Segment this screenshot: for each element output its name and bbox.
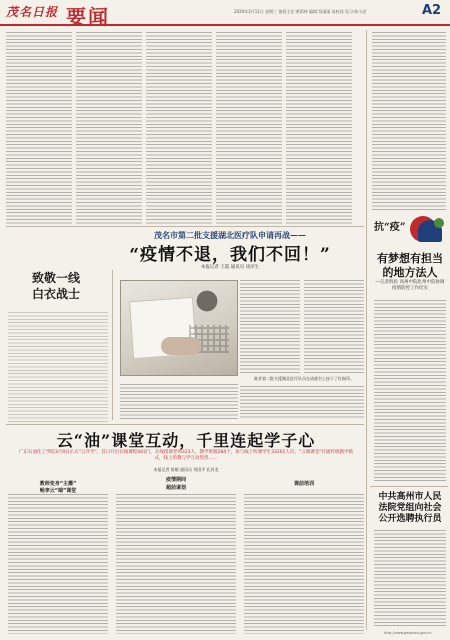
article-column-3: [146, 32, 212, 224]
sidebar-title: [20, 270, 92, 302]
footer-url[interactable]: http://www.gaozhou.gov.cn: [384, 631, 432, 635]
issue-info: 2020年3月11日 星期三 值班主任:黄荫林 编辑:蔡丽丽 再校读 见习:陈小虎: [234, 9, 367, 14]
band-column-1: [8, 494, 108, 634]
masthead-logo: 茂名日报: [6, 5, 59, 19]
anti-epidemic-stamp: [374, 216, 446, 246]
article-column-1: [6, 32, 72, 224]
photo-person: [183, 285, 231, 325]
right-headline-line-2: 的地方法人: [382, 266, 438, 279]
photo-hand: [161, 337, 201, 355]
sidebar-body: [8, 312, 108, 422]
sidebar-divider: [112, 270, 113, 420]
news-photo: [120, 280, 238, 376]
court-headline-line-1: 中共高州市人民: [378, 492, 442, 502]
story-byline: 本报记者 王霞 通讯员 徐泽生: [200, 265, 260, 270]
right-feature-kicker: —记者海鱼 高州中院化州中院协调疫情防控工作纪实: [375, 280, 445, 291]
band-deck: 广东石油化工学院3月9日正式“云开学”，首日开出在线课程443门，在线授课老师323人，教学班级284个，参与线上听课学生33201人次；“云端课堂”打破传统教学模式，线上的教与学互动热烈……: [18, 450, 354, 461]
article-column-2: [76, 32, 142, 224]
story-body-right-1: [240, 280, 300, 374]
photo-caption: 陈芳第二批支援湖北医疗队员在请战书上按下了红指印。: [254, 376, 354, 381]
story-body-right-2: [304, 280, 364, 374]
band-column-3: [244, 494, 364, 634]
court-headline: [374, 492, 446, 525]
section-title: 要闻: [66, 5, 110, 29]
page-number: A2: [422, 3, 442, 18]
band-subhead-right: 课前培训: [293, 481, 314, 487]
story-kicker: 茂名市第二批支援湖北医疗队申请再战——: [154, 230, 306, 240]
section-divider: [6, 226, 364, 227]
story-headline: “疫情不退，我们不回！”: [129, 245, 331, 265]
band-divider: [6, 424, 364, 425]
court-headline-line-3: 公开选聘执行员: [378, 514, 442, 524]
band-headline: 云“油”课堂互动，千里连起学子心: [56, 431, 316, 450]
stamp-label: 抗“疫”: [374, 222, 406, 233]
right-divider: [370, 486, 448, 487]
story-body-lower-right: [240, 386, 364, 420]
leaf-icon: [434, 218, 444, 228]
right-feature-headline: [374, 252, 446, 280]
band-byline: 本报记者 陈敏 通讯员 刘国平 孔祥龙: [153, 467, 219, 472]
band-subhead-middle-2: 超前谋划: [165, 485, 186, 491]
band-subhead-middle: 疫情期间: [165, 477, 186, 483]
court-body: [374, 530, 446, 628]
page-header: [0, 0, 450, 29]
column-divider: [366, 30, 367, 630]
band-subhead-left: 教师变身“主播” 畅享云“端”课堂: [39, 481, 77, 494]
court-headline-line-2: 法院党组向社会: [378, 503, 442, 513]
article-column-6: [372, 32, 446, 212]
right-headline-line-1: 有梦想有担当: [377, 252, 443, 265]
story-body-lower: [120, 384, 238, 420]
sidebar-title-line-2: 白衣战士: [31, 287, 80, 301]
sidebar-title-line-1: 致敬一线: [31, 271, 80, 285]
article-column-5: [286, 32, 352, 224]
right-feature-body: [374, 300, 446, 482]
article-column-4: [216, 32, 282, 224]
band-column-2: [116, 494, 236, 634]
